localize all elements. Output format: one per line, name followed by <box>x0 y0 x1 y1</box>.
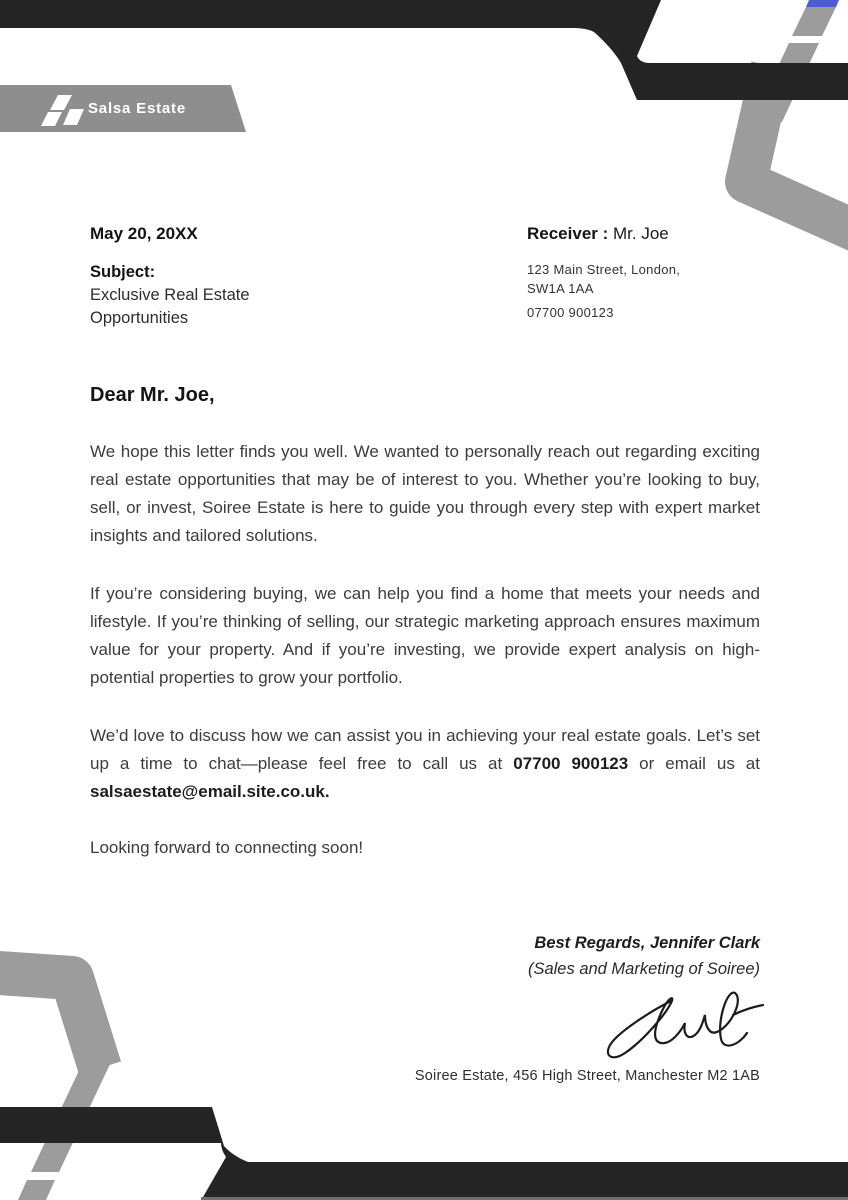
receiver-label: Receiver : <box>527 224 609 243</box>
bottom-black-bars <box>0 1107 848 1197</box>
paragraph-3-mid: or email us at <box>628 754 760 773</box>
subject-label: Subject: <box>90 263 156 281</box>
receiver-address-line-2: SW1A 1AA <box>527 281 594 296</box>
receiver-line <box>527 224 760 244</box>
paragraph-3-text: We’d love to discuss how we can assist you in achieving your real estate goals. Let’s set up a time to chat—please feel free to call us at <box>90 726 760 773</box>
receiver-address-line-1: 123 Main Street, London, <box>527 262 681 277</box>
letter-body <box>90 382 760 862</box>
paragraph-1: We hope this letter finds you well. We wanted to personally reach out regarding exciting real estate opportunities that may be of interest to you. Whether you’re looking to buy, sell, or invest, Soiree Estate is here to guide you through every step with expert market insights and tailored solutions. <box>90 442 760 545</box>
footer-address: Soiree Estate, 456 High Street, Manchester M2 1AB <box>414 1068 760 1084</box>
bottom-gray-ribbon <box>0 972 100 1068</box>
letter-date: May 20, 20XX <box>90 224 198 243</box>
subject-line-1: Exclusive Real Estate <box>90 286 250 304</box>
meta-left-column <box>90 224 410 330</box>
paragraph-3 <box>90 722 760 806</box>
brand-badge <box>0 85 247 132</box>
bottom-decoration-shapes <box>0 910 848 1200</box>
receiver-phone: 07700 900123 <box>527 305 614 320</box>
contact-phone: 07700 900123 <box>513 754 629 773</box>
brand-name: Salsa Estate <box>88 100 186 117</box>
receiver-name: Mr. Joe <box>613 224 669 243</box>
meta-right-column <box>527 224 760 320</box>
contact-email: salsaestate@email.site.co.uk. <box>90 782 330 801</box>
salutation: Dear Mr. Joe, <box>90 384 215 406</box>
bottom-stripe-segment-2 <box>18 1180 55 1200</box>
signature-role: (Sales and Marketing of Soiree) <box>527 960 760 978</box>
top-blue-accent <box>806 0 839 7</box>
top-stripe-segment-1 <box>792 7 836 36</box>
closing-line: Looking forward to connecting soon! <box>90 838 364 857</box>
paragraph-2: If you’re considering buying, we can help you find a home that meets your needs and lifestyle. If you’re thinking of selling, our strategic marketing approach ensures maximum value for your property. And if you’re investing, we provide expert analysis on high-potential properties to grow your portfolio. <box>90 584 760 687</box>
subject-line-2: Opportunities <box>90 309 189 327</box>
signature-name: Best Regards, Jennifer Clark <box>534 934 760 952</box>
